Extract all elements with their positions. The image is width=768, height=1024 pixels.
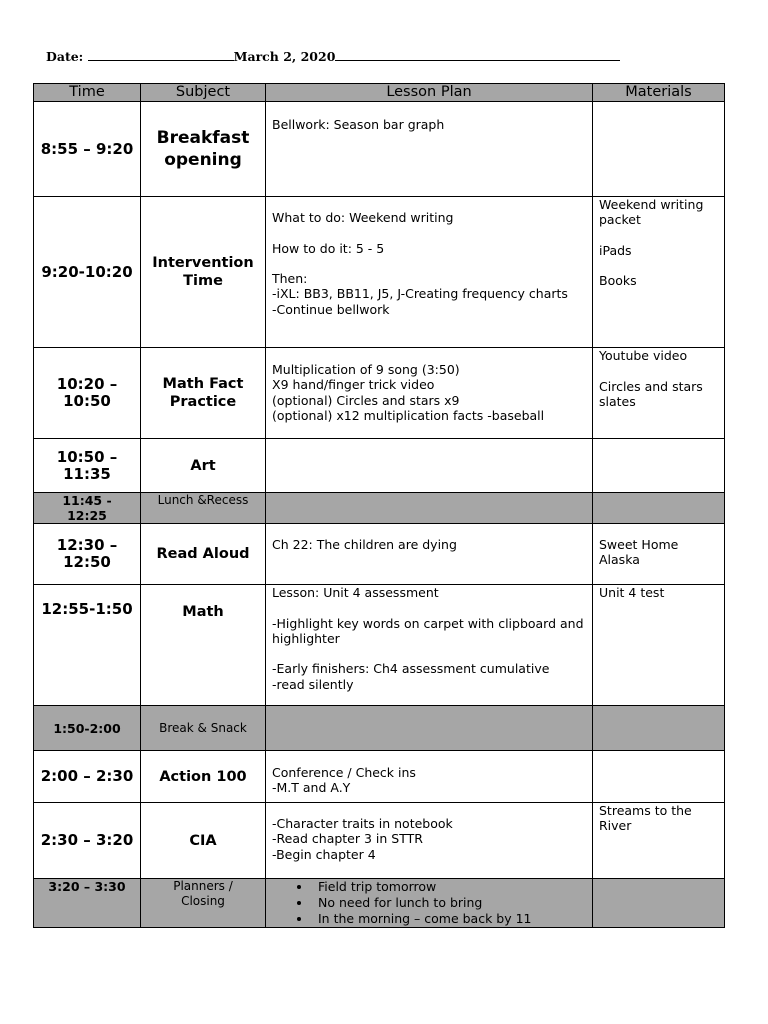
subject-cell: Math: [141, 585, 266, 706]
table-row: [34, 524, 725, 585]
date-label: Date:: [46, 49, 84, 64]
materials-cell: [593, 102, 725, 197]
table-row: [34, 348, 725, 439]
list-item: • No need for lunch to bring: [312, 895, 592, 911]
plan-line: Lesson: Unit 4 assessment: [272, 585, 439, 600]
plan-line: -iXL: BB3, BB11, J5, J-Creating frequency charts: [272, 286, 568, 302]
date-line: [46, 48, 620, 64]
plan-line: Multiplication of 9 song (3:50): [272, 362, 460, 377]
time-cell: 2:00 – 2:30: [34, 751, 141, 803]
materials-cell: [593, 524, 725, 585]
subject-cell: Read Aloud: [141, 524, 266, 585]
plan-line: (optional) x12 multiplication facts -baseball: [272, 407, 545, 423]
time-cell: 2:30 – 3:20: [34, 803, 141, 879]
plan-line: X9 hand/finger trick video: [272, 377, 435, 393]
date-underline-left: [88, 48, 234, 61]
lesson-plan-cell: [266, 524, 593, 585]
plan-line: -Read chapter 3 in STTR: [272, 831, 423, 847]
plan-line: -Character traits in notebook: [272, 816, 453, 831]
materials-cell: [593, 585, 725, 706]
subject-cell: CIA: [141, 803, 266, 879]
time-cell: 3:20 – 3:30: [34, 879, 141, 928]
materials-cell: [593, 439, 725, 493]
plan-line: Bellwork: Season bar graph: [272, 117, 445, 132]
table-row: [34, 585, 725, 706]
time-cell: 10:20 – 10:50: [34, 348, 141, 439]
materials-cell: [593, 706, 725, 751]
list-item: • In the morning – come back by 11: [312, 911, 592, 927]
subject-cell: Lunch &Recess: [141, 493, 266, 524]
time-cell: 10:50 – 11:35: [34, 439, 141, 493]
materials-cell: [593, 803, 725, 879]
closing-bullet-list: [266, 879, 592, 927]
table-row: [34, 803, 725, 879]
materials-cell: [593, 493, 725, 524]
time-cell: 11:45 - 12:25: [34, 493, 141, 524]
table-row: [34, 197, 725, 348]
time-cell: 9:20-10:20: [34, 197, 141, 348]
table-row: [34, 439, 725, 493]
subject-cell: Breakfast opening: [141, 102, 266, 197]
table-row: [34, 706, 725, 751]
table-row: [34, 751, 725, 803]
lesson-plan-cell: [266, 706, 593, 751]
lesson-schedule-table: [33, 83, 725, 928]
materials-line: Youtube video: [599, 348, 688, 363]
time-cell: 12:30 – 12:50: [34, 524, 141, 585]
column-header-subject: Subject: [141, 84, 266, 102]
lesson-plan-cell: [266, 348, 593, 439]
date-value: March 2, 2020: [233, 49, 336, 64]
table-header-row: [34, 84, 725, 102]
column-header-materials: Materials: [593, 84, 725, 102]
plan-line: -Highlight key words on carpet with clipboard and highlighter: [272, 615, 584, 646]
subject-cell: Planners / Closing: [141, 879, 266, 928]
column-header-lesson-plan: Lesson Plan: [266, 84, 593, 102]
plan-line: -read silently: [272, 676, 354, 692]
plan-line: -Early finishers: Ch4 assessment cumulative: [272, 661, 550, 677]
plan-line: -M.T and A.Y: [272, 780, 351, 796]
materials-cell: [593, 197, 725, 348]
lesson-plan-cell: [266, 102, 593, 197]
lesson-plan-cell: [266, 493, 593, 524]
materials-line: iPads: [599, 242, 632, 258]
subject-cell: Break & Snack: [141, 706, 266, 751]
lesson-plan-cell: [266, 439, 593, 493]
time-cell: 8:55 – 9:20: [34, 102, 141, 197]
column-header-time: Time: [34, 84, 141, 102]
subject-cell: Action 100: [141, 751, 266, 803]
table-row: [34, 879, 725, 928]
materials-cell: [593, 879, 725, 928]
lesson-plan-cell: [266, 585, 593, 706]
materials-line: Books: [599, 273, 637, 289]
time-cell: 12:55-1:50: [34, 585, 141, 706]
materials-cell: [593, 348, 725, 439]
subject-cell: Intervention Time: [141, 197, 266, 348]
time-cell: 1:50-2:00: [34, 706, 141, 751]
materials-cell: [593, 751, 725, 803]
plan-line: What to do: Weekend writing: [272, 210, 454, 225]
materials-line: Circles and stars slates: [599, 378, 703, 409]
lesson-plan-cell: [266, 751, 593, 803]
date-underline-right: [335, 48, 620, 61]
materials-line: Sweet Home Alaska: [599, 537, 679, 568]
materials-line: Weekend writing packet: [599, 197, 704, 228]
table-row: [34, 493, 725, 524]
plan-line: Conference / Check ins: [272, 765, 416, 780]
materials-line: Streams to the River: [599, 803, 692, 834]
plan-line: -Begin chapter 4: [272, 846, 376, 862]
lesson-plan-cell: [266, 879, 593, 928]
table-row: [34, 102, 725, 197]
subject-cell: Art: [141, 439, 266, 493]
subject-cell: Math Fact Practice: [141, 348, 266, 439]
lesson-plan-cell: [266, 803, 593, 879]
materials-line: Unit 4 test: [599, 585, 665, 600]
plan-line: (optional) Circles and stars x9: [272, 392, 460, 408]
list-item: • Field trip tomorrow: [312, 879, 592, 895]
plan-line: How to do it: 5 - 5: [272, 240, 385, 256]
plan-line: Ch 22: The children are dying: [272, 537, 457, 552]
plan-line: -Continue bellwork: [272, 301, 390, 317]
plan-line: Then:: [272, 271, 308, 287]
lesson-plan-cell: [266, 197, 593, 348]
